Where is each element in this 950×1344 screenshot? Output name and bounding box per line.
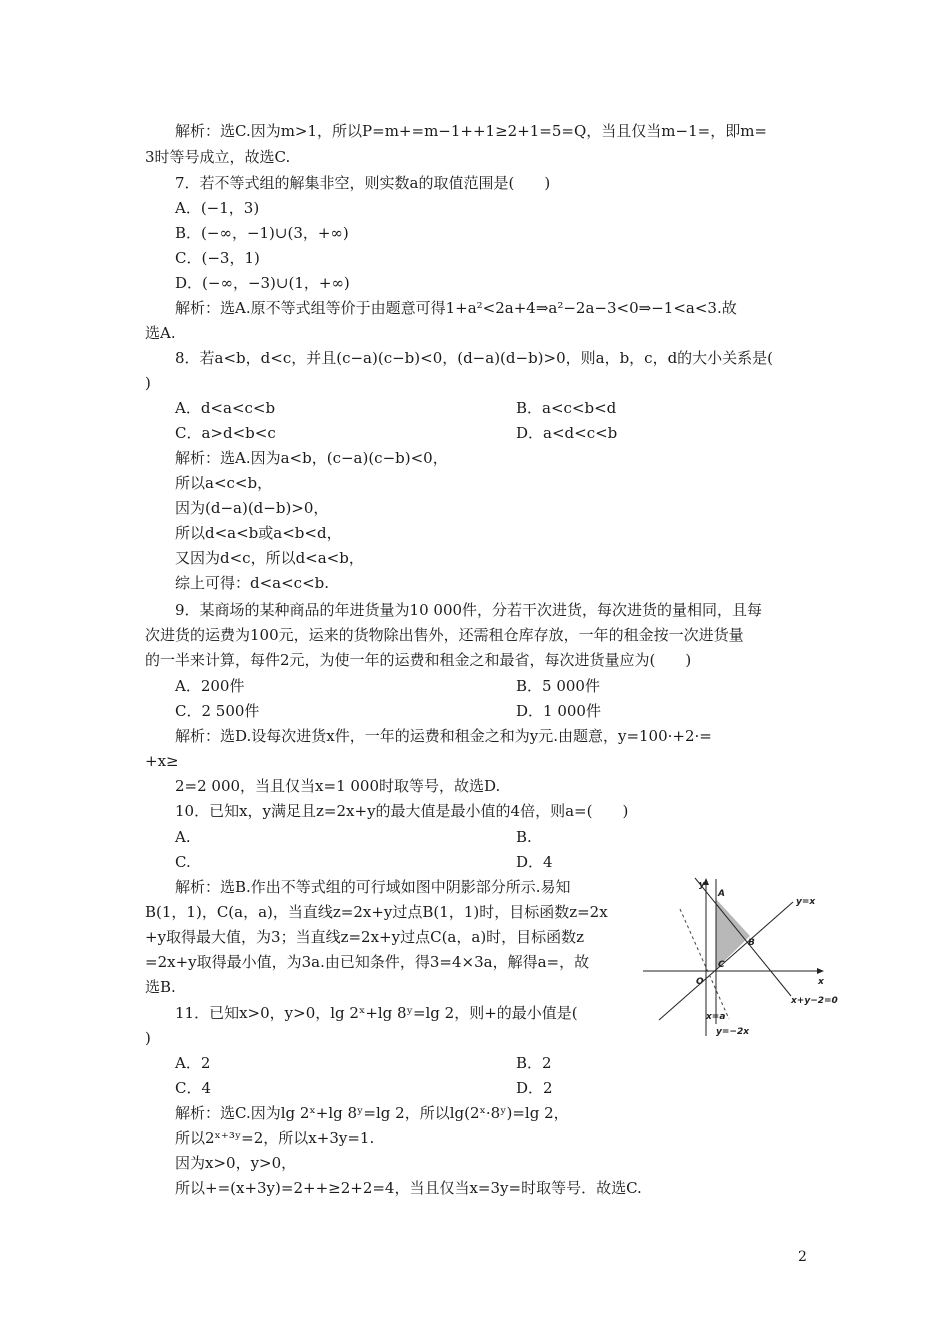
solution-9-line-1: 解析：选D.设每次进货x件，一年的运费和租金之和为y元.由题意，y=100·+2·= — [175, 727, 712, 745]
option-9b: B．5 000件 — [516, 677, 600, 695]
point-a-label: A — [718, 889, 725, 899]
solution-9-line-3: 2=2 000，当且仅当x=1 000时取等号，故选D. — [175, 777, 501, 795]
solution-8-line-1: 解析：选A.因为a<b，(c−a)(c−b)<0， — [175, 449, 448, 467]
option-9c: C．2 500件 — [175, 702, 260, 720]
point-c-label: C — [718, 960, 725, 970]
option-8a: A．d<a<c<b — [175, 399, 276, 417]
question-9-line-2: 次进货的运费为100元，运来的货物除出售外，还需租仓库存放，一年的租金按一次进货量 — [145, 626, 744, 644]
option-11a: A．2 — [175, 1054, 211, 1072]
solution-10-line-5: 选B. — [145, 978, 176, 996]
solution-8-line-4: 所以d<a<b或a<b<d， — [175, 524, 342, 542]
question-7: 7．若不等式组的解集非空，则实数a的取值范围是( ) — [175, 174, 551, 192]
x-axis-arrow — [817, 968, 824, 974]
question-8-line-2: ) — [145, 374, 151, 392]
question-11-line-2: ) — [145, 1029, 151, 1047]
option-11d: D．2 — [516, 1079, 553, 1097]
question-11-line-1: 11．已知x>0，y>0，lg 2ˣ+lg 8ʸ=lg 2，则+的最小值是( — [175, 1004, 578, 1022]
solution-7-line-1: 解析：选A.原不等式组等价于由题意可得1+a²<2a+4⇒a²−2a−3<0⇒−1<a<3.故 — [175, 299, 737, 317]
solution-11-line-4: 所以+=(x+3y)=2++≥2+2=4，当且仅当x=3y=时取等号．故选C. — [175, 1179, 642, 1197]
option-10b: B. — [516, 828, 532, 846]
solution-10-line-2: B(1，1)，C(a，a)，当直线z=2x+y过点B(1，1)时，目标函数z=2x — [145, 903, 608, 921]
solution-9-line-2: +x≥ — [145, 752, 179, 770]
line-y-equals-x-label: y=x — [796, 897, 816, 907]
solution-8-line-2: 所以a<c<b， — [175, 474, 273, 492]
solution-10-line-3: +y取得最大值，为3；当直线z=2x+y过点C(a，a)时，目标函数z — [145, 928, 585, 946]
question-10: 10．已知x，y满足且z=2x+y的最大值是最小值的4倍，则a=( ) — [175, 802, 629, 820]
question-9-line-1: 9．某商场的某种商品的年进货量为10 000件，分若干次进货，每次进货的量相同，且每 — [175, 601, 763, 619]
line-x-equals-a-label: x=a — [706, 1012, 726, 1022]
option-7c: C．(−3，1) — [175, 249, 260, 267]
solution-6-line-2: 3时等号成立，故选C. — [145, 148, 291, 166]
solution-7-line-2: 选A. — [145, 324, 176, 342]
page-number: 2 — [798, 1249, 807, 1265]
option-7a: A．(−1，3) — [175, 199, 260, 217]
feasible-region-graph — [643, 874, 838, 1039]
x-axis-label: x — [818, 977, 824, 987]
question-9-line-3: 的一半来计算，每件2元，为使一年的运费和租金之和最省，每次进货量应为( ) — [145, 651, 692, 669]
solution-11-line-1: 解析：选C.因为lg 2ˣ+lg 8ʸ=lg 2，所以lg(2ˣ·8ʸ)=lg 2， — [175, 1104, 569, 1122]
option-7d: D．(−∞，−3)∪(1，+∞) — [175, 274, 350, 292]
solution-8-line-3: 因为(d−a)(d−b)>0， — [175, 499, 329, 517]
solution-6-line-1: 解析：选C.因为m>1，所以P=m+=m−1++1≥2+1=5=Q，当且仅当m−1=，即m= — [175, 122, 767, 140]
solution-8-line-6: 综上可得：d<a<c<b. — [175, 574, 330, 592]
option-9a: A．200件 — [175, 677, 245, 695]
option-9d: D．1 000件 — [516, 702, 601, 720]
solution-11-line-3: 因为x>0，y>0， — [175, 1154, 297, 1172]
line-x-plus-y-label: x+y−2=0 — [791, 996, 838, 1006]
option-11b: B．2 — [516, 1054, 552, 1072]
solution-10-line-4: =2x+y取得最小值，为3a.由已知条件，得3=4×3a，解得a=，故 — [145, 953, 590, 971]
solution-10-line-1: 解析：选B.作出不等式组的可行域如图中阴影部分所示.易知 — [175, 878, 571, 896]
point-b-label: B — [748, 938, 755, 948]
solution-11-line-2: 所以2ˣ⁺³ʸ=2，所以x+3y=1. — [175, 1129, 375, 1147]
option-10a: A. — [175, 828, 191, 846]
line-x-plus-y-minus-2 — [695, 878, 791, 996]
option-10d: D．4 — [516, 853, 553, 871]
y-axis-label: y — [699, 880, 705, 890]
question-8-line-1: 8．若a<b，d<c，并且(c−a)(c−b)<0，(d−a)(d−b)>0，则a，b，c，d的大小关系是( — [175, 349, 774, 367]
line-y-equals-neg-2x-label: y=−2x — [716, 1027, 750, 1037]
option-8c: C．a>d<b<c — [175, 424, 276, 442]
option-10c: C. — [175, 853, 191, 871]
option-11c: C．4 — [175, 1079, 212, 1097]
option-8b: B．a<c<b<d — [516, 399, 617, 417]
option-7b: B．(−∞，−1)∪(3，+∞) — [175, 224, 349, 242]
option-8d: D．a<d<c<b — [516, 424, 618, 442]
solution-8-line-5: 又因为d<c，所以d<a<b， — [175, 549, 364, 567]
origin-label: O — [696, 977, 704, 987]
